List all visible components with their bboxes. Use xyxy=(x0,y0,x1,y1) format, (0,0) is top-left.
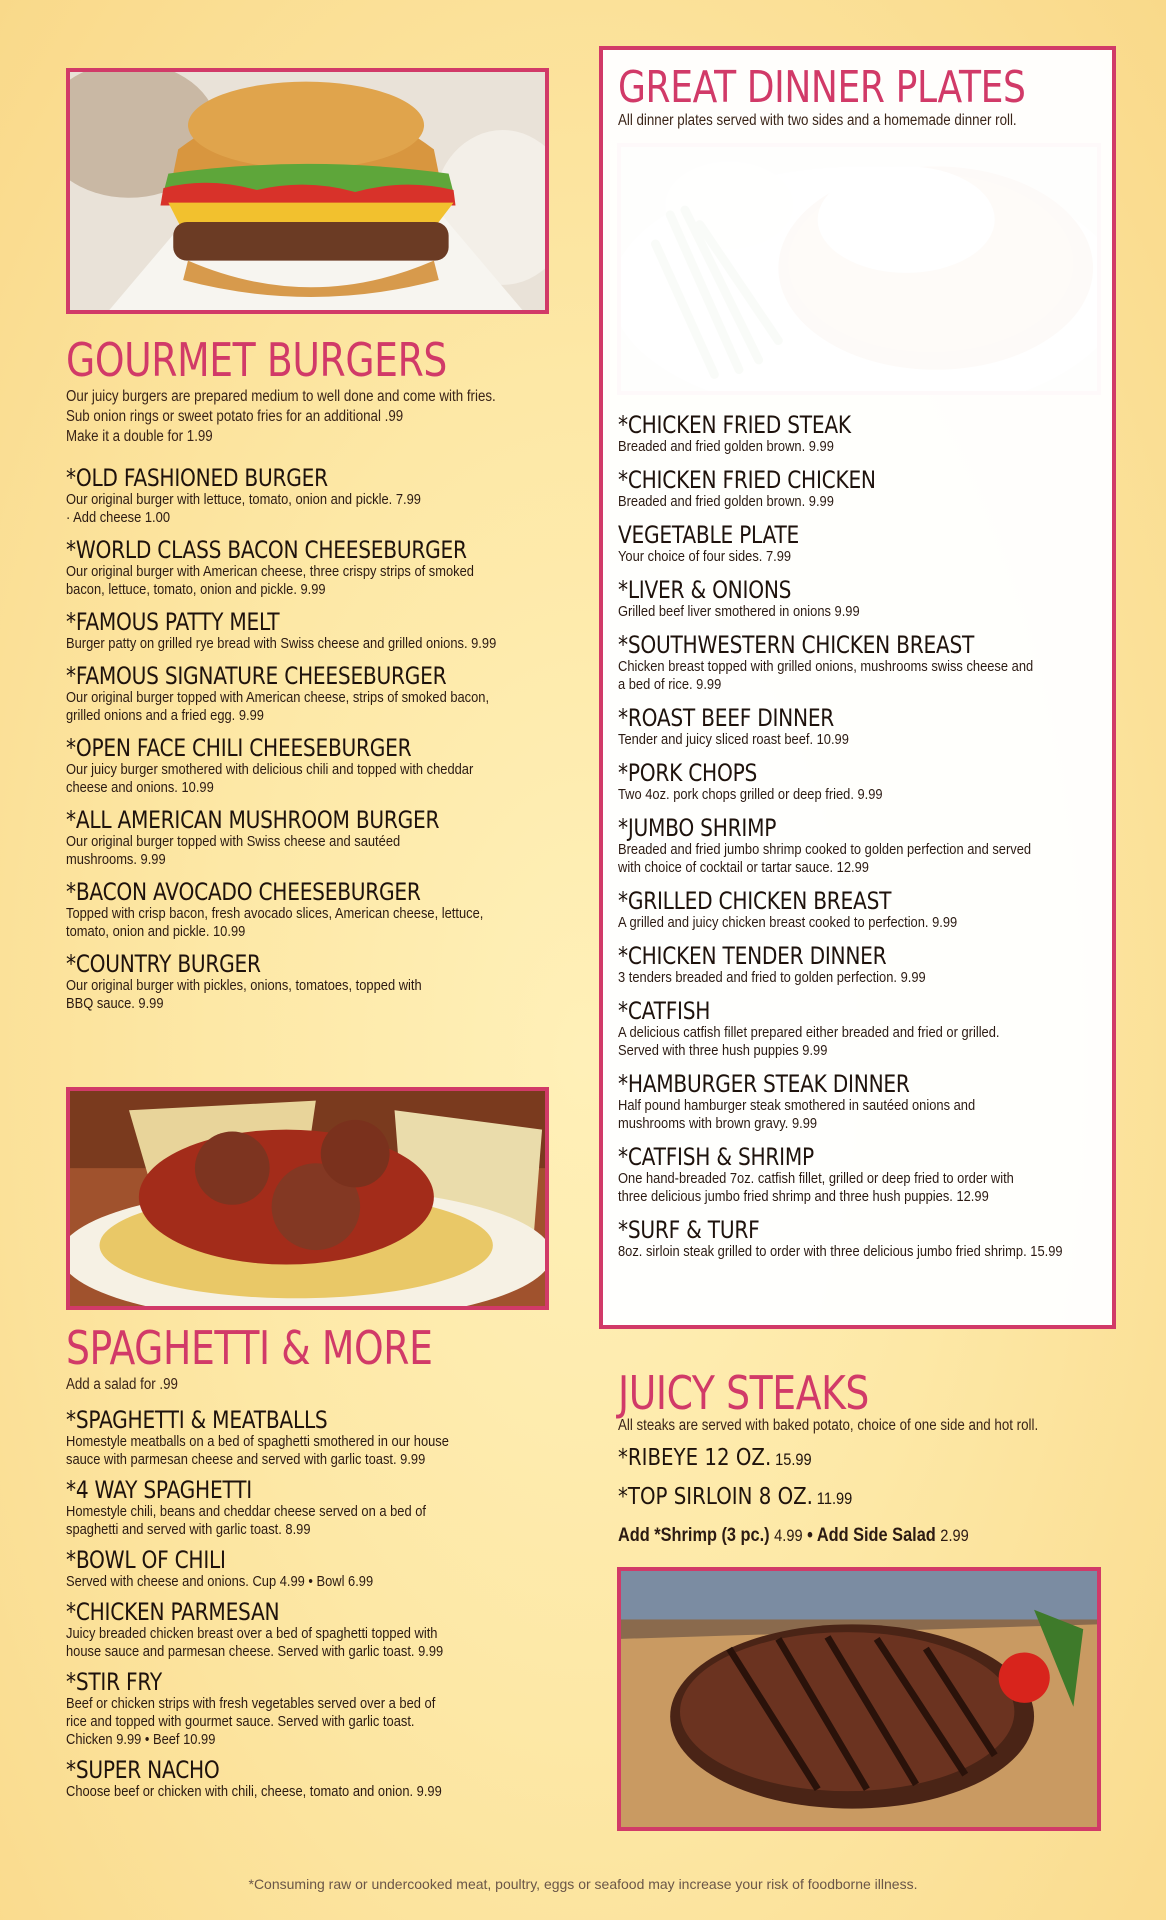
item-desc: sauce with parmesan cheese and served with garlic toast. 9.99 xyxy=(66,1451,426,1468)
item-desc: One hand-breaded 7oz. catfish fillet, grilled or deep fried to order with xyxy=(618,1170,1014,1187)
item-desc: mushrooms with brown gravy. 9.99 xyxy=(618,1115,818,1132)
menu-item xyxy=(618,468,1135,511)
item-name: VEGETABLE PLATE xyxy=(618,521,799,549)
item-name: *COUNTRY BURGER xyxy=(66,950,261,978)
menu-item xyxy=(618,944,1135,987)
item-name: *RIBEYE 12 OZ. xyxy=(618,1445,772,1471)
item-name: *FAMOUS SIGNATURE CHEESEBURGER xyxy=(66,662,447,690)
item-desc: with choice of cocktail or tartar sauce. 12.99 xyxy=(618,859,869,876)
item-desc: Homestyle meatballs on a bed of spaghetti smothered in our house xyxy=(66,1433,449,1450)
plates-intro: All dinner plates served with two sides and a homemade dinner roll. xyxy=(618,112,1017,129)
item-name: *STIR FRY xyxy=(66,1668,162,1696)
item-name: *PORK CHOPS xyxy=(618,759,758,787)
spaghetti-list xyxy=(66,1408,511,1810)
item-desc: Our original burger with pickles, onions, tomatoes, topped with xyxy=(66,977,422,994)
item-desc: bacon, lettuce, tomato, onion and pickle. 9.99 xyxy=(66,581,326,598)
burgers-intro-line: Our juicy burgers are prepared medium to well done and come with fries. xyxy=(66,388,496,405)
steaks-intro: All steaks are served with baked potato, choice of one side and hot roll. xyxy=(618,1417,1039,1434)
item-desc: Our original burger with American cheese, three crispy strips of smoked xyxy=(66,563,474,580)
item-price: 15.99 xyxy=(775,1450,812,1469)
item-name: *BOWL OF CHILI xyxy=(66,1546,226,1574)
item-desc: Beef or chicken strips with fresh vegetables served over a bed of xyxy=(66,1695,436,1712)
menu-item xyxy=(66,466,566,527)
item-desc: A delicious catfish fillet prepared either breaded and fried or grilled. xyxy=(618,1024,1000,1041)
addon-price: 4.99 xyxy=(774,1526,803,1545)
item-desc: Breaded and fried golden brown. 9.99 xyxy=(618,438,834,455)
item-name: *SPAGHETTI & MEATBALLS xyxy=(66,1406,328,1434)
item-desc: house sauce and parmesan cheese. Served with garlic toast. 9.99 xyxy=(66,1643,444,1660)
item-name: *JUMBO SHRIMP xyxy=(618,814,777,842)
item-desc: grilled onions and a fried egg. 9.99 xyxy=(66,707,264,724)
item-desc: Homestyle chili, beans and cheddar cheese served on a bed of xyxy=(66,1503,426,1520)
plates-title: GREAT DINNER PLATES xyxy=(618,62,1026,113)
item-desc: A grilled and juicy chicken breast cooked to perfection. 9.99 xyxy=(618,914,958,931)
item-desc: Breaded and fried golden brown. 9.99 xyxy=(618,493,834,510)
item-desc: Your choice of four sides. 7.99 xyxy=(618,548,792,565)
item-desc: Served with three hush puppies 9.99 xyxy=(618,1042,828,1059)
item-name: *OPEN FACE CHILI CHEESEBURGER xyxy=(66,734,412,762)
item-desc: a bed of rice. 9.99 xyxy=(618,676,722,693)
steak-photo xyxy=(617,1567,1101,1831)
item-desc: Tender and juicy sliced roast beef. 10.99 xyxy=(618,731,849,748)
menu-item xyxy=(66,538,566,599)
item-desc: Our original burger with lettuce, tomato, onion and pickle. 7.99 xyxy=(66,491,421,508)
item-desc: Breaded and fried jumbo shrimp cooked to golden perfection and served xyxy=(618,841,1032,858)
item-name: *TOP SIRLOIN 8 OZ. xyxy=(618,1484,813,1510)
steaks-title: JUICY STEAKS xyxy=(618,1366,869,1420)
menu-item xyxy=(66,1548,511,1591)
menu-item xyxy=(618,761,1135,804)
item-name: *LIVER & ONIONS xyxy=(618,576,792,604)
menu-item xyxy=(618,816,1135,877)
item-desc: 3 tenders breaded and fried to golden perfection. 9.99 xyxy=(618,969,926,986)
menu-item xyxy=(618,706,1135,749)
menu-item xyxy=(66,952,566,1013)
item-desc: · Add cheese 1.00 xyxy=(66,509,171,526)
spaghetti-intro: Add a salad for .99 xyxy=(66,1376,178,1393)
item-desc: Topped with crisp bacon, fresh avocado slices, American cheese, lettuce, xyxy=(66,905,484,922)
menu-item xyxy=(618,889,1135,932)
addon-price: 2.99 xyxy=(940,1526,969,1545)
steak-item xyxy=(618,1445,812,1471)
item-name: *CATFISH xyxy=(618,997,711,1025)
item-desc: BBQ sauce. 9.99 xyxy=(66,995,164,1012)
item-desc: Our juicy burger smothered with delicious chili and topped with cheddar xyxy=(66,761,474,778)
burgers-intro xyxy=(66,387,496,447)
item-desc: Two 4oz. pork chops grilled or deep fried. 9.99 xyxy=(618,786,883,803)
item-name: *OLD FASHIONED BURGER xyxy=(66,464,328,492)
item-desc: Grilled beef liver smothered in onions 9.99 xyxy=(618,603,860,620)
menu-item xyxy=(66,880,566,941)
item-desc: rice and topped with gourmet sauce. Served with garlic toast. xyxy=(66,1713,415,1730)
menu-item xyxy=(618,1072,1135,1133)
item-desc: Our original burger topped with American cheese, strips of smoked bacon, xyxy=(66,689,490,706)
item-desc: spaghetti and served with garlic toast. 8.99 xyxy=(66,1521,311,1538)
menu-item xyxy=(618,413,1135,456)
health-disclaimer: *Consuming raw or undercooked meat, poultry, eggs or seafood may increase your risk of foodborne illness. xyxy=(248,1876,918,1892)
menu-item xyxy=(66,664,566,725)
item-desc: Burger patty on grilled rye bread with Swiss cheese and grilled onions. 9.99 xyxy=(66,635,497,652)
menu-item xyxy=(618,999,1135,1060)
item-name: *HAMBURGER STEAK DINNER xyxy=(618,1070,910,1098)
steak-addons xyxy=(618,1525,969,1547)
item-desc: Choose beef or chicken with chili, cheese, tomato and onion. 9.99 xyxy=(66,1783,442,1800)
item-name: *GRILLED CHICKEN BREAST xyxy=(618,887,892,915)
burgers-list xyxy=(66,466,566,1024)
menu-item xyxy=(618,633,1135,694)
item-name: *WORLD CLASS BACON CHEESEBURGER xyxy=(66,536,467,564)
plates-list xyxy=(618,413,1135,1273)
item-desc: Served with cheese and onions. Cup 4.99 • Bowl 6.99 xyxy=(66,1573,374,1590)
item-desc: Our original burger topped with Swiss cheese and sautéed xyxy=(66,833,401,850)
item-desc: mushrooms. 9.99 xyxy=(66,851,166,868)
item-name: *ALL AMERICAN MUSHROOM BURGER xyxy=(66,806,440,834)
menu-item xyxy=(66,610,566,653)
steak-item xyxy=(618,1484,852,1510)
burger-photo xyxy=(66,68,549,314)
item-name: *4 WAY SPAGHETTI xyxy=(66,1476,252,1504)
item-price: 11.99 xyxy=(816,1489,853,1508)
menu-item xyxy=(66,1600,511,1661)
burgers-intro-line: Make it a double for 1.99 xyxy=(66,428,213,445)
spaghetti-photo xyxy=(66,1087,549,1310)
menu-item xyxy=(66,1758,511,1801)
item-name: *CHICKEN PARMESAN xyxy=(66,1598,280,1626)
menu-item xyxy=(66,1408,511,1469)
menu-item xyxy=(66,736,566,797)
spaghetti-title: SPAGHETTI & MORE xyxy=(66,1321,433,1375)
addon-label: Add *Shrimp (3 pc.) xyxy=(618,1525,770,1546)
item-desc: cheese and onions. 10.99 xyxy=(66,779,214,796)
addon-separator: • xyxy=(807,1525,813,1546)
menu-item xyxy=(618,523,1135,566)
item-name: *SOUTHWESTERN CHICKEN BREAST xyxy=(618,631,975,659)
item-name: *FAMOUS PATTY MELT xyxy=(66,608,280,636)
addon-label: Add Side Salad xyxy=(816,1525,936,1546)
item-name: *CHICKEN FRIED STEAK xyxy=(618,411,851,439)
item-desc: three delicious jumbo fried shrimp and three hush puppies. 12.99 xyxy=(618,1188,989,1205)
item-desc: Chicken 9.99 • Beef 10.99 xyxy=(66,1731,216,1748)
item-name: *SURF & TURF xyxy=(618,1216,760,1244)
menu-item xyxy=(618,1218,1135,1261)
menu-item xyxy=(618,578,1135,621)
item-desc: Juicy breaded chicken breast over a bed of spaghetti topped with xyxy=(66,1625,438,1642)
burgers-title: GOURMET BURGERS xyxy=(66,333,447,387)
menu-item xyxy=(618,1145,1135,1206)
menu-item xyxy=(66,808,566,869)
item-name: *SUPER NACHO xyxy=(66,1756,220,1784)
item-name: *ROAST BEEF DINNER xyxy=(618,704,835,732)
burgers-intro-line: Sub onion rings or sweet potato fries for an additional .99 xyxy=(66,408,404,425)
item-name: *CHICKEN TENDER DINNER xyxy=(618,942,887,970)
menu-item xyxy=(66,1670,511,1749)
item-desc: Chicken breast topped with grilled onions, mushrooms swiss cheese and xyxy=(618,658,1034,675)
item-desc: tomato, onion and pickle. 10.99 xyxy=(66,923,246,940)
item-name: *BACON AVOCADO CHEESEBURGER xyxy=(66,878,421,906)
item-name: *CHICKEN FRIED CHICKEN xyxy=(618,466,876,494)
menu-item xyxy=(66,1478,511,1539)
item-name: *CATFISH & SHRIMP xyxy=(618,1143,814,1171)
item-desc: 8oz. sirloin steak grilled to order with three delicious jumbo fried shrimp. 15.99 xyxy=(618,1243,1063,1260)
item-desc: Half pound hamburger steak smothered in sautéed onions and xyxy=(618,1097,976,1114)
